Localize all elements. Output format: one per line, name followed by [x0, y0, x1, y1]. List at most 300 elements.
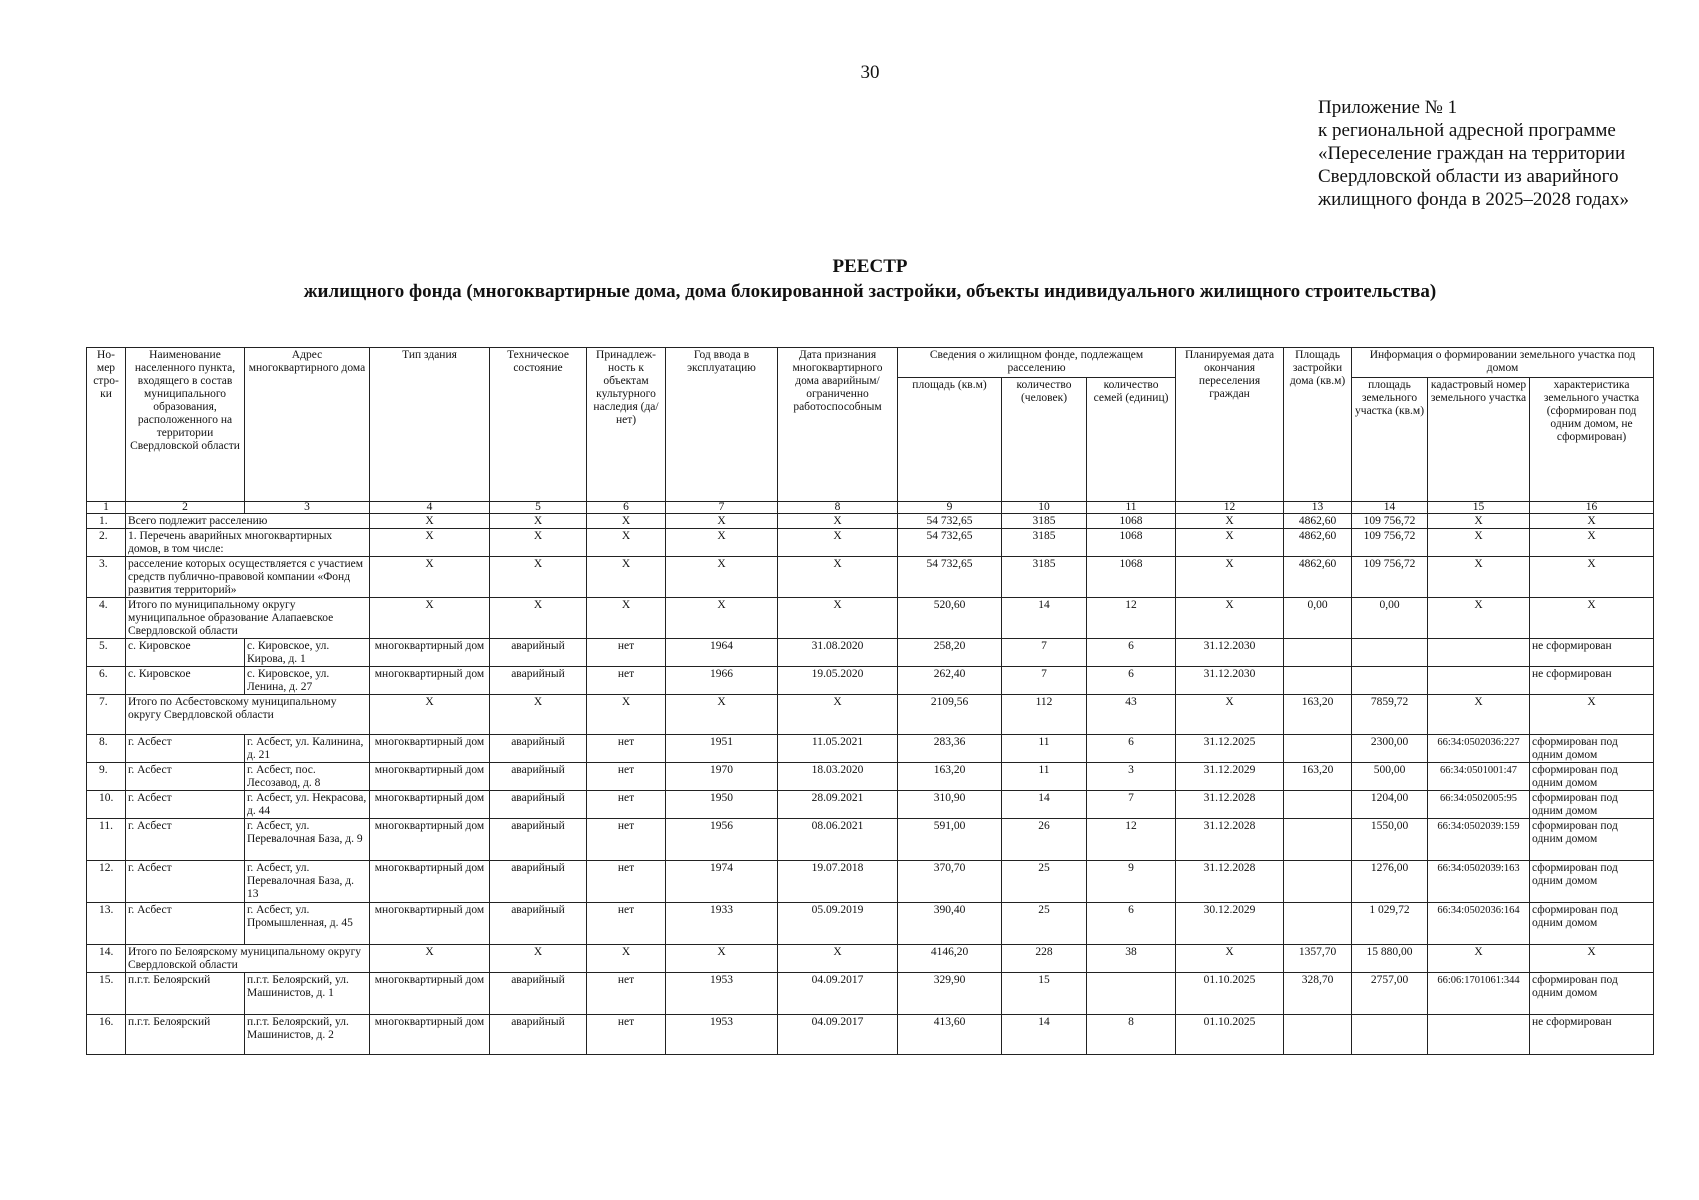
table-cell: сформирован под одним домом: [1530, 819, 1654, 861]
table-cell: многоквартирный дом: [370, 763, 490, 791]
table-cell: 25: [1002, 903, 1087, 945]
row-number: 5.: [87, 639, 126, 667]
table-cell: 6: [1087, 903, 1176, 945]
table-cell: X: [1530, 514, 1654, 529]
table-cell: 19.05.2020: [778, 667, 898, 695]
table-cell: [1284, 861, 1352, 903]
appendix-line: жилищного фонда в 2025–2028 годах»: [1318, 189, 1629, 210]
column-number: 5: [490, 502, 587, 514]
table-cell: X: [1428, 598, 1530, 639]
header-year-built: Год ввода в эксплуатацию: [666, 348, 778, 502]
table-cell: 19.07.2018: [778, 861, 898, 903]
table-cell: 05.09.2019: [778, 903, 898, 945]
table-cell: 04.09.2017: [778, 973, 898, 1015]
table-cell: X: [1530, 529, 1654, 557]
header-families: количество семей (единиц): [1087, 378, 1176, 502]
table-cell: 163,20: [898, 763, 1002, 791]
table-cell: аварийный: [490, 903, 587, 945]
table-cell: X: [1530, 557, 1654, 598]
table-cell: X: [1530, 695, 1654, 735]
row-number: 6.: [87, 667, 126, 695]
table-cell: 112: [1002, 695, 1087, 735]
table-cell: сформирован под одним домом: [1530, 973, 1654, 1015]
header-address: Адрес многоквартирного дома: [245, 348, 370, 502]
table-cell: X: [370, 529, 490, 557]
table-cell: 26: [1002, 819, 1087, 861]
table-cell: сформирован под одним домом: [1530, 763, 1654, 791]
table-cell: 43: [1087, 695, 1176, 735]
table-cell: 4862,60: [1284, 557, 1352, 598]
table-cell: 1357,70: [1284, 945, 1352, 973]
header-emergency-date: Дата признания многоквартирного дома аварийным/ ограниченно работоспособным: [778, 348, 898, 502]
table-cell: 370,70: [898, 861, 1002, 903]
settlement-cell: г. Асбест: [126, 819, 245, 861]
table-cell: многоквартирный дом: [370, 735, 490, 763]
header-heritage: Принадлеж-ность к объектам культурного наследия (да/нет): [587, 348, 666, 502]
table-cell: X: [666, 598, 778, 639]
table-cell: 3185: [1002, 529, 1087, 557]
table-cell: X: [666, 695, 778, 735]
appendix-line: «Переселение граждан на территории: [1318, 143, 1626, 164]
address-cell: с. Кировское, ул. Ленина, д. 27: [245, 667, 370, 695]
column-number: 13: [1284, 502, 1352, 514]
summary-row: [87, 557, 1654, 598]
column-number: 10: [1002, 502, 1087, 514]
table-cell: 1966: [666, 667, 778, 695]
table-cell: X: [490, 945, 587, 973]
header-land-group: Информация о формировании земельного участка под домом: [1352, 348, 1654, 378]
table-cell: 66:34:0502005:95: [1428, 791, 1530, 819]
table-cell: 2109,56: [898, 695, 1002, 735]
table-cell: [1352, 667, 1428, 695]
table-cell: 310,90: [898, 791, 1002, 819]
title-line-1: РЕЕСТР: [832, 256, 908, 277]
table-cell: 66:34:0501001:47: [1428, 763, 1530, 791]
table-cell: аварийный: [490, 639, 587, 667]
table-cell: сформирован под одним домом: [1530, 791, 1654, 819]
table-cell: нет: [587, 903, 666, 945]
table-cell: 390,40: [898, 903, 1002, 945]
table-cell: нет: [587, 791, 666, 819]
table-cell: 1951: [666, 735, 778, 763]
table-cell: 15: [1002, 973, 1087, 1015]
table-cell: 14: [1002, 1015, 1087, 1055]
table-cell: нет: [587, 735, 666, 763]
table-cell: 1276,00: [1352, 861, 1428, 903]
table-cell: X: [778, 598, 898, 639]
summary-row: [87, 529, 1654, 557]
table-cell: [1087, 973, 1176, 1015]
row-number: 16.: [87, 1015, 126, 1055]
table-cell: многоквартирный дом: [370, 791, 490, 819]
title-line-2: жилищного фонда (многоквартирные дома, дома блокированной застройки, объекты индивидуального жилищного строительства): [303, 281, 1437, 302]
appendix-line: к региональной адресной программе: [1318, 120, 1616, 141]
table-cell: нет: [587, 1015, 666, 1055]
table-cell: не сформирован: [1530, 639, 1654, 667]
table-cell: 500,00: [1352, 763, 1428, 791]
row-number: 13.: [87, 903, 126, 945]
table-cell: X: [1428, 529, 1530, 557]
table-cell: 4146,20: [898, 945, 1002, 973]
table-cell: не сформирован: [1530, 667, 1654, 695]
row-number: 4.: [87, 598, 126, 639]
table-row: [87, 819, 1654, 861]
row-label: Итого по Асбестовскому муниципальному округу Свердловской области: [126, 695, 370, 735]
row-number: 1.: [87, 514, 126, 529]
column-number: 3: [245, 502, 370, 514]
table-cell: аварийный: [490, 791, 587, 819]
row-number: 12.: [87, 861, 126, 903]
row-number: 7.: [87, 695, 126, 735]
column-number-row: [87, 502, 1654, 514]
table-cell: X: [1428, 514, 1530, 529]
table-cell: [1428, 667, 1530, 695]
table-cell: X: [490, 695, 587, 735]
table-cell: 31.12.2030: [1176, 667, 1284, 695]
column-number: 12: [1176, 502, 1284, 514]
row-number: 8.: [87, 735, 126, 763]
table-row: [87, 667, 1654, 695]
table-cell: 1953: [666, 973, 778, 1015]
table-cell: [1284, 735, 1352, 763]
table-cell: многоквартирный дом: [370, 667, 490, 695]
column-number: 11: [1087, 502, 1176, 514]
table-cell: 262,40: [898, 667, 1002, 695]
settlement-cell: с. Кировское: [126, 639, 245, 667]
table-cell: X: [370, 695, 490, 735]
table-cell: нет: [587, 973, 666, 1015]
table-cell: аварийный: [490, 667, 587, 695]
table-cell: 3: [1087, 763, 1176, 791]
table-cell: 109 756,72: [1352, 557, 1428, 598]
row-number: 2.: [87, 529, 126, 557]
table-cell: X: [370, 598, 490, 639]
table-cell: 1068: [1087, 514, 1176, 529]
table-cell: X: [666, 945, 778, 973]
table-cell: [1284, 1015, 1352, 1055]
table-cell: X: [1176, 695, 1284, 735]
column-number: 9: [898, 502, 1002, 514]
table-cell: [1284, 819, 1352, 861]
settlement-cell: г. Асбест: [126, 791, 245, 819]
table-cell: 1956: [666, 819, 778, 861]
row-label: Всего подлежит расселению: [126, 514, 370, 529]
settlement-cell: п.г.т. Белоярский: [126, 973, 245, 1015]
table-cell: 25: [1002, 861, 1087, 903]
row-label: Итого по муниципальному округу муниципальное образование Алапаевское Свердловской области: [126, 598, 370, 639]
table-cell: 11.05.2021: [778, 735, 898, 763]
row-label: Итого по Белоярскому муниципальному округу Свердловской области: [126, 945, 370, 973]
table-cell: 14: [1002, 598, 1087, 639]
table-cell: 1950: [666, 791, 778, 819]
table-cell: X: [587, 529, 666, 557]
table-cell: 66:34:0502036:227: [1428, 735, 1530, 763]
header-resettlement-date: Планируемая дата окончания переселения граждан: [1176, 348, 1284, 502]
table-cell: сформирован под одним домом: [1530, 903, 1654, 945]
table-cell: 30.12.2029: [1176, 903, 1284, 945]
table-cell: многоквартирный дом: [370, 1015, 490, 1055]
summary-row: [87, 598, 1654, 639]
table-cell: 66:34:0502039:159: [1428, 819, 1530, 861]
settlement-cell: п.г.т. Белоярский: [126, 1015, 245, 1055]
table-row: [87, 763, 1654, 791]
table-cell: [1352, 1015, 1428, 1055]
table-cell: X: [490, 598, 587, 639]
table-cell: нет: [587, 861, 666, 903]
table-cell: [1352, 639, 1428, 667]
table-cell: 1 029,72: [1352, 903, 1428, 945]
column-number: 14: [1352, 502, 1428, 514]
table-cell: 7: [1002, 639, 1087, 667]
appendix-line: Свердловской области из аварийного: [1318, 166, 1619, 187]
column-number: 4: [370, 502, 490, 514]
header-building-type: Тип здания: [370, 348, 490, 502]
column-number: 16: [1530, 502, 1654, 514]
table-cell: нет: [587, 667, 666, 695]
table-cell: аварийный: [490, 861, 587, 903]
table-row: [87, 791, 1654, 819]
table-cell: 6: [1087, 667, 1176, 695]
register-body: [87, 514, 1654, 1055]
table-cell: 66:06:1701061:344: [1428, 973, 1530, 1015]
table-cell: 04.09.2017: [778, 1015, 898, 1055]
summary-row: [87, 945, 1654, 973]
header-cadastral: кадастровый номер земельного участка: [1428, 378, 1530, 502]
row-label: расселение которых осуществляется с участием средств публично-правовой компании «Фонд развития территорий»: [126, 557, 370, 598]
column-number: 6: [587, 502, 666, 514]
table-cell: 1933: [666, 903, 778, 945]
table-cell: 6: [1087, 639, 1176, 667]
table-cell: X: [490, 529, 587, 557]
table-cell: X: [1530, 598, 1654, 639]
table-cell: 1970: [666, 763, 778, 791]
table-cell: 163,20: [1284, 763, 1352, 791]
document-title: [0, 254, 1699, 304]
header-people: количество (человек): [1002, 378, 1087, 502]
table-cell: [1284, 791, 1352, 819]
table-row: [87, 639, 1654, 667]
table-cell: [1284, 903, 1352, 945]
column-number: 15: [1428, 502, 1530, 514]
row-number: 10.: [87, 791, 126, 819]
table-cell: 31.12.2029: [1176, 763, 1284, 791]
table-cell: 12: [1087, 598, 1176, 639]
table-cell: X: [587, 514, 666, 529]
table-row: [87, 903, 1654, 945]
table-cell: нет: [587, 819, 666, 861]
row-label: 1. Перечень аварийных многоквартирных домов, в том числе:: [126, 529, 370, 557]
table-cell: 54 732,65: [898, 529, 1002, 557]
table-cell: X: [1176, 529, 1284, 557]
table-cell: 2757,00: [1352, 973, 1428, 1015]
table-cell: X: [587, 945, 666, 973]
table-cell: 11: [1002, 735, 1087, 763]
table-cell: X: [1176, 514, 1284, 529]
table-cell: 31.08.2020: [778, 639, 898, 667]
settlement-cell: г. Асбест: [126, 903, 245, 945]
table-cell: 591,00: [898, 819, 1002, 861]
table-cell: не сформирован: [1530, 1015, 1654, 1055]
table-cell: сформирован под одним домом: [1530, 735, 1654, 763]
table-cell: 54 732,65: [898, 557, 1002, 598]
table-cell: 28.09.2021: [778, 791, 898, 819]
table-cell: 31.12.2028: [1176, 791, 1284, 819]
row-number: 15.: [87, 973, 126, 1015]
table-cell: аварийный: [490, 819, 587, 861]
table-cell: 7859,72: [1352, 695, 1428, 735]
address-cell: г. Асбест, ул. Промышленная, д. 45: [245, 903, 370, 945]
table-cell: 14: [1002, 791, 1087, 819]
table-cell: 0,00: [1284, 598, 1352, 639]
table-cell: X: [1428, 557, 1530, 598]
appendix-note: [1318, 96, 1629, 211]
header-housing-group: Сведения о жилищном фонде, подлежащем расселению: [898, 348, 1176, 378]
table-cell: X: [587, 598, 666, 639]
table-cell: 12: [1087, 819, 1176, 861]
table-cell: X: [778, 557, 898, 598]
table-cell: 328,70: [1284, 973, 1352, 1015]
table-cell: нет: [587, 763, 666, 791]
table-cell: 54 732,65: [898, 514, 1002, 529]
table-cell: 1204,00: [1352, 791, 1428, 819]
table-cell: X: [666, 557, 778, 598]
table-cell: 31.12.2028: [1176, 819, 1284, 861]
table-cell: 9: [1087, 861, 1176, 903]
table-cell: нет: [587, 639, 666, 667]
address-cell: с. Кировское, ул. Кирова, д. 1: [245, 639, 370, 667]
table-cell: 08.06.2021: [778, 819, 898, 861]
table-cell: X: [1530, 945, 1654, 973]
table-cell: 4862,60: [1284, 514, 1352, 529]
row-number: 14.: [87, 945, 126, 973]
address-cell: п.г.т. Белоярский, ул. Машинистов, д. 1: [245, 973, 370, 1015]
column-number: 8: [778, 502, 898, 514]
table-cell: 01.10.2025: [1176, 1015, 1284, 1055]
table-cell: X: [666, 514, 778, 529]
table-cell: X: [1428, 945, 1530, 973]
table-cell: [1428, 1015, 1530, 1055]
table-row: [87, 735, 1654, 763]
table-cell: X: [587, 557, 666, 598]
table-cell: 258,20: [898, 639, 1002, 667]
summary-row: [87, 514, 1654, 529]
table-cell: X: [587, 695, 666, 735]
header-land-area: площадь земельного участка (кв.м): [1352, 378, 1428, 502]
header-settlement: Наименование населенного пункта, входящего в состав муниципального образования, расположенного на территории Свердловской области: [126, 348, 245, 502]
column-number: 1: [87, 502, 126, 514]
table-cell: 8: [1087, 1015, 1176, 1055]
table-cell: многоквартирный дом: [370, 861, 490, 903]
table-cell: X: [370, 514, 490, 529]
settlement-cell: г. Асбест: [126, 735, 245, 763]
table-cell: 109 756,72: [1352, 514, 1428, 529]
table-cell: 7: [1002, 667, 1087, 695]
table-cell: аварийный: [490, 1015, 587, 1055]
table-cell: многоквартирный дом: [370, 973, 490, 1015]
summary-row: [87, 695, 1654, 735]
table-cell: 109 756,72: [1352, 529, 1428, 557]
table-cell: 6: [1087, 735, 1176, 763]
table-cell: 520,60: [898, 598, 1002, 639]
table-cell: 15 880,00: [1352, 945, 1428, 973]
address-cell: г. Асбест, ул. Некрасова, д. 44: [245, 791, 370, 819]
page-number: 30: [860, 62, 880, 83]
table-cell: аварийный: [490, 763, 587, 791]
table-cell: 1068: [1087, 557, 1176, 598]
table-cell: 31.12.2025: [1176, 735, 1284, 763]
table-cell: 329,90: [898, 973, 1002, 1015]
table-cell: 0,00: [1352, 598, 1428, 639]
table-row: [87, 861, 1654, 903]
header-land-status: характеристика земельного участка (сформирован под одним домом, не сформирован): [1530, 378, 1654, 502]
table-cell: X: [490, 514, 587, 529]
table-cell: сформирован под одним домом: [1530, 861, 1654, 903]
table-cell: 31.12.2028: [1176, 861, 1284, 903]
table-row: [87, 1015, 1654, 1055]
table-cell: аварийный: [490, 735, 587, 763]
table-cell: 228: [1002, 945, 1087, 973]
table-cell: X: [666, 529, 778, 557]
table-cell: X: [1428, 695, 1530, 735]
header-technical-state: Техническое состояние: [490, 348, 587, 502]
table-cell: 18.03.2020: [778, 763, 898, 791]
table-cell: 01.10.2025: [1176, 973, 1284, 1015]
table-cell: 1068: [1087, 529, 1176, 557]
table-cell: 3185: [1002, 514, 1087, 529]
table-cell: 66:34:0502036:164: [1428, 903, 1530, 945]
settlement-cell: г. Асбест: [126, 763, 245, 791]
address-cell: г. Асбест, ул. Калинина, д. 21: [245, 735, 370, 763]
table-cell: 283,36: [898, 735, 1002, 763]
address-cell: г. Асбест, ул. Перевалочная База, д. 13: [245, 861, 370, 903]
table-cell: X: [370, 945, 490, 973]
table-cell: [1284, 667, 1352, 695]
table-cell: X: [1176, 557, 1284, 598]
table-row: [87, 973, 1654, 1015]
table-cell: 1550,00: [1352, 819, 1428, 861]
table-cell: X: [1176, 945, 1284, 973]
address-cell: г. Асбест, пос. Лесозавод, д. 8: [245, 763, 370, 791]
register-table: [86, 347, 1654, 1055]
table-cell: многоквартирный дом: [370, 819, 490, 861]
table-cell: [1284, 639, 1352, 667]
table-cell: 413,60: [898, 1015, 1002, 1055]
table-cell: 163,20: [1284, 695, 1352, 735]
table-cell: 4862,60: [1284, 529, 1352, 557]
column-number: 7: [666, 502, 778, 514]
row-number: 3.: [87, 557, 126, 598]
row-number: 9.: [87, 763, 126, 791]
header-building-area: Площадь застройки дома (кв.м): [1284, 348, 1352, 502]
table-cell: X: [778, 514, 898, 529]
column-number: 2: [126, 502, 245, 514]
table-cell: многоквартирный дом: [370, 639, 490, 667]
table-cell: 38: [1087, 945, 1176, 973]
table-cell: 1964: [666, 639, 778, 667]
table-cell: X: [1176, 598, 1284, 639]
row-number: 11.: [87, 819, 126, 861]
address-cell: п.г.т. Белоярский, ул. Машинистов, д. 2: [245, 1015, 370, 1055]
table-cell: 2300,00: [1352, 735, 1428, 763]
table-cell: аварийный: [490, 973, 587, 1015]
table-cell: [1428, 639, 1530, 667]
appendix-line: Приложение № 1: [1318, 97, 1458, 118]
table-cell: X: [778, 945, 898, 973]
table-cell: X: [778, 529, 898, 557]
table-cell: многоквартирный дом: [370, 903, 490, 945]
header-row-number: Но-мер стро-ки: [87, 348, 126, 502]
table-cell: X: [370, 557, 490, 598]
